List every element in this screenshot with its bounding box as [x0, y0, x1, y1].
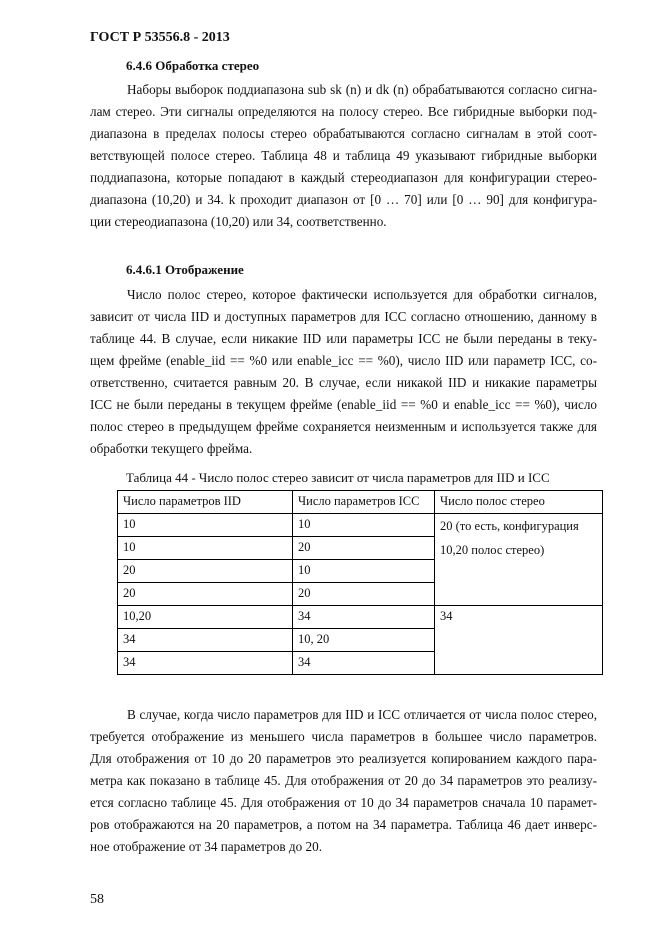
- text-line: поддиапазона, которые попадают в каждый стереодиапазон для конфигурации стерео-: [90, 170, 597, 185]
- text-line: Наборы выборок поддиапазона sub sk (n) и dk (n) обрабатываются согласно сигна-: [127, 82, 597, 97]
- table-header-cell: Число параметров IID: [118, 491, 293, 514]
- text-line: ров отображаются на 20 параметров, а потом на 34 параметра. Таблица 46 дает инверс-: [90, 817, 597, 832]
- table-cell: 34: [293, 652, 435, 675]
- table-cell: 20: [293, 537, 435, 560]
- table-cell: 10: [293, 560, 435, 583]
- text-line: Для отображения от 10 до 20 параметров это реализуется копированием каждого пара-: [90, 751, 597, 766]
- table-cell: 20: [293, 583, 435, 606]
- table-row: [118, 606, 603, 629]
- table-cell: 10: [118, 537, 293, 560]
- section-heading-6461: 6.4.6.1 Отображение: [126, 262, 244, 277]
- table-cell: 20: [118, 560, 293, 583]
- text-line: требуется отображение из меньшего числа параметров в большее число параметров.: [90, 729, 597, 744]
- text-line: ции стереодиапазона (10,20) или 34, соответственно.: [90, 214, 387, 229]
- text-line: метра как показано в таблице 45. Для отображения от 20 до 34 параметров это реализу-: [90, 773, 597, 788]
- table-cell-bands-group-2: 34: [435, 606, 603, 675]
- paragraph-mapping-closing: [90, 704, 597, 858]
- text-line: 20 (то есть, конфигурация: [440, 519, 579, 533]
- text-line: лам стерео. Эти сигналы определяются на полосу стерео. Все гибридные выборки под-: [90, 104, 597, 119]
- table-caption: Таблица 44 - Число полос стерео зависит от числа параметров для IID и ICC: [126, 470, 550, 485]
- table-header-cell: Число полос стерео: [435, 491, 603, 514]
- text-line: Число полос стерео, которое фактически используется для обработки сигналов,: [127, 287, 597, 302]
- text-line: диапазона (10,20) и 34. k проходит диапазон от [0 … 70] или [0 … 90] для конфигура-: [90, 192, 597, 207]
- text-line: щем фрейме (enable_iid == %0 или enable_icc == %0), число IID или параметр ICC, со-: [90, 353, 597, 368]
- table-header-row: [118, 491, 603, 514]
- table-cell: 10: [118, 514, 293, 537]
- paragraph-mapping: [90, 284, 597, 460]
- table-44: [117, 490, 603, 675]
- table-header-cell: Число параметров ICC: [293, 491, 435, 514]
- paragraph-stereo-processing: [90, 79, 597, 233]
- text-line: 10,20 полос стерео): [440, 543, 545, 557]
- section-heading-646: 6.4.6 Обработка стерео: [126, 58, 260, 73]
- text-line: зависит от числа IID и доступных параметров для ICC согласно отношению, данному в: [90, 309, 597, 324]
- table-cell: 10: [293, 514, 435, 537]
- text-line: обработки текущего фрейма.: [90, 441, 253, 456]
- table-row: [118, 514, 603, 537]
- text-line: ответственно, считается равным 20. В случае, если никакой IID и никакие параметры: [90, 375, 597, 390]
- text-line: ICC не были переданы в текущем фрейме (enable_iid == %0 и enable_icc == %0), число: [90, 397, 597, 412]
- text-line: ное отображение от 34 параметров до 20.: [90, 839, 323, 854]
- table-cell: 10,20: [118, 606, 293, 629]
- text-line: ется согласно таблице 45. Для отображения от 10 до 34 параметров сначала 10 парамет-: [90, 795, 597, 810]
- table-cell: 34: [293, 606, 435, 629]
- text-line: ветствующей полосе стерео. Таблица 48 и таблица 49 указывают гибридные выборки: [90, 148, 597, 163]
- page-number: 58: [90, 892, 104, 907]
- table-cell-bands-group-1: [435, 514, 603, 606]
- document-header: ГОСТ Р 53556.8 - 2013: [90, 30, 230, 45]
- text-line: полос стерео в предыдущем фрейме сохраняется неизменным и используется также для: [90, 419, 597, 434]
- table-cell: 10, 20: [293, 629, 435, 652]
- text-line: В случае, когда число параметров для IID и ICC отличается от числа полос стерео,: [127, 707, 597, 722]
- text-line: диапазона в пределах полосы стерео обрабатываются согласно сигналам в этой соот-: [90, 126, 597, 141]
- table-cell: 34: [118, 629, 293, 652]
- table-cell: 34: [118, 652, 293, 675]
- table-cell: 20: [118, 583, 293, 606]
- text-line: таблице 44. В случае, если никакие IID или параметры ICC не были переданы в теку-: [90, 331, 597, 346]
